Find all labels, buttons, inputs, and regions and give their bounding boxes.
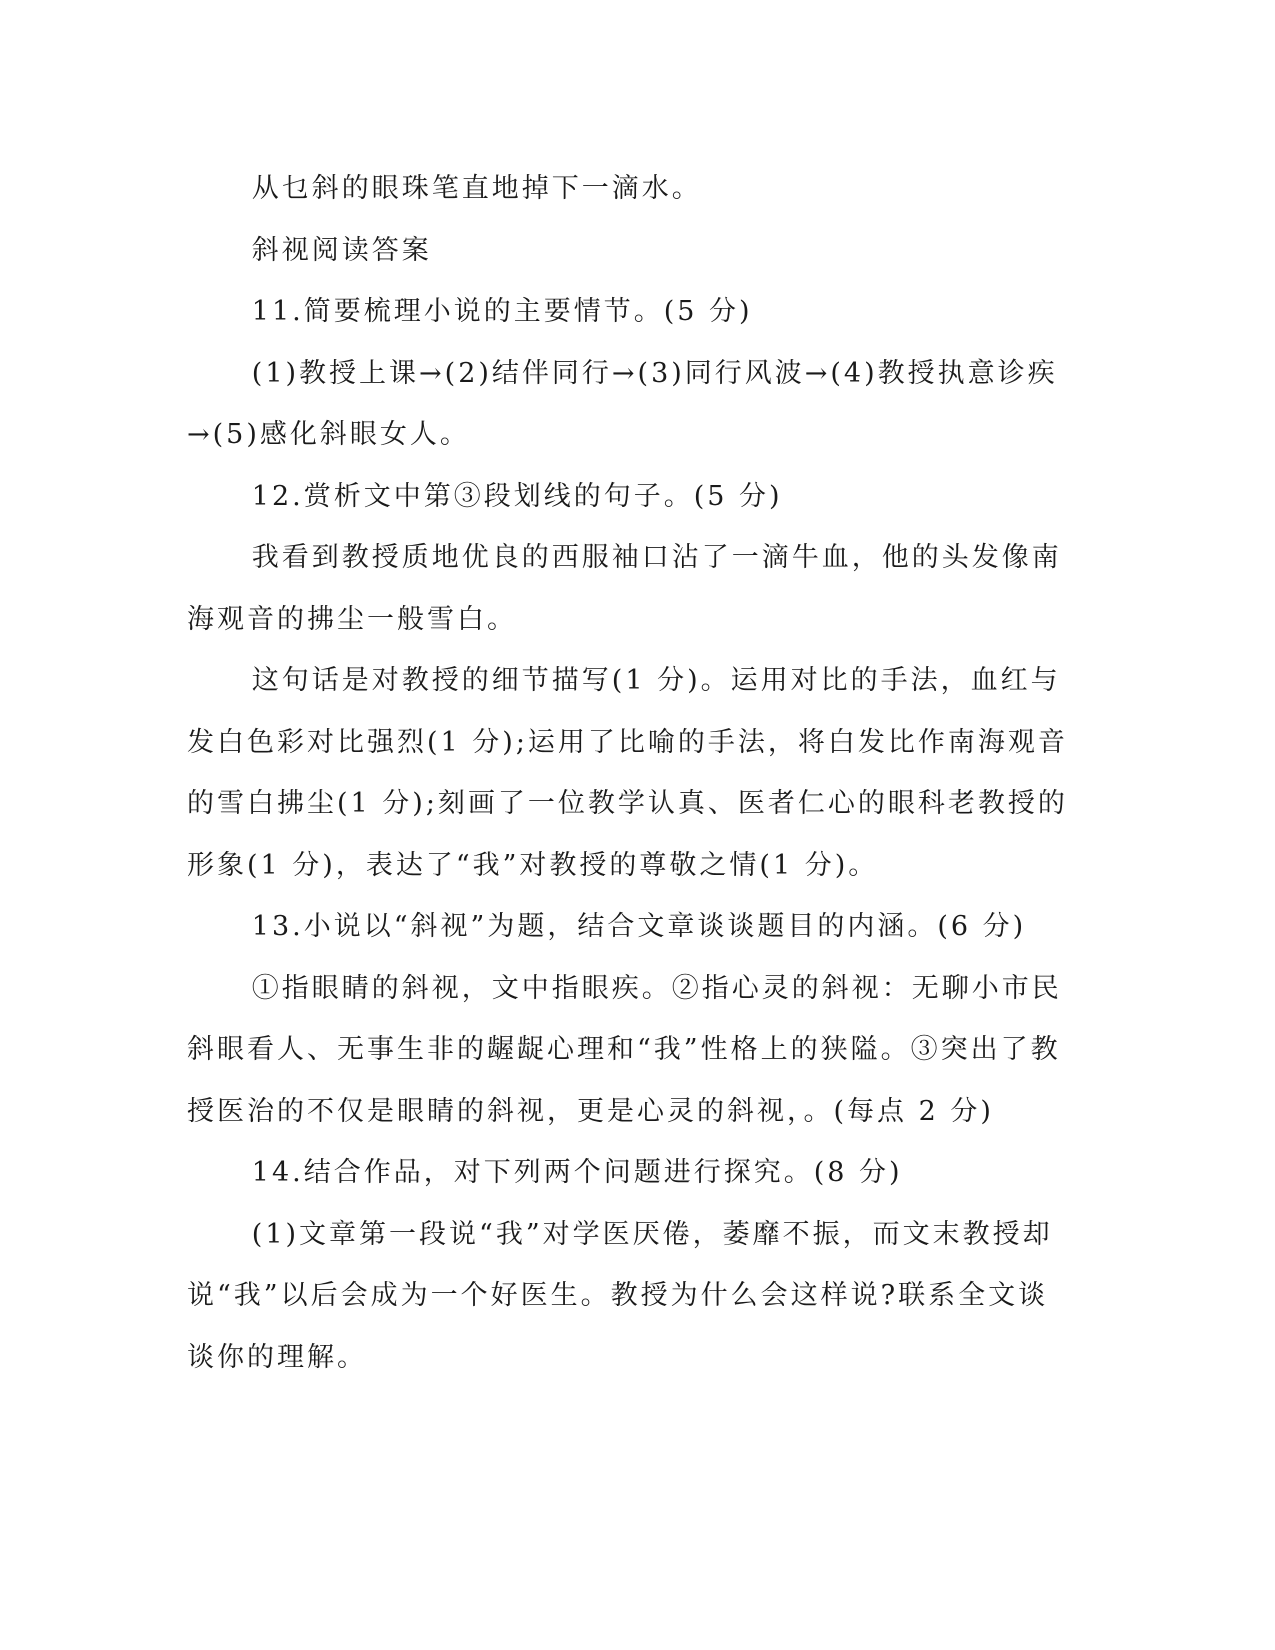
document-page xyxy=(187,158,1077,1388)
question-12: 12.赏析文中第③段划线的句子。(5 分) xyxy=(251,480,783,512)
answer-12: 这句话是对教授的细节描写(1 分)。运用对比的手法，血红与发白色彩对比强烈(1 分);运用了比喻的手法，将白发比作南海观音的雪白拂尘(1 分);刻画了一位教学认真、医者仁心的眼科老教授的形象(1 分)，表达了“我”对教授的尊敬之情(1 分)。 xyxy=(187,665,1068,881)
answers-heading: 斜视阅读答案 xyxy=(251,234,432,266)
question-11: 11.简要梳理小说的主要情节。(5 分) xyxy=(251,296,753,327)
question-13: 13.小说以“斜视”为题，结合文章谈谈题目的内涵。(6 分) xyxy=(251,911,1027,942)
question-14: 14.结合作品，对下列两个问题进行探究。(8 分) xyxy=(251,1157,903,1188)
question-14-part-1: (1)文章第一段说“我”对学医厌倦，萎靡不振，而文末教授却说“我”以后会成为一个好医生。教授为什么会这样说?联系全文谈谈你的理解。 xyxy=(187,1218,1053,1373)
story-closing-line: 从乜斜的眼珠笔直地掉下一滴水。 xyxy=(251,173,702,204)
answer-13: ①指眼睛的斜视，文中指眼疾。②指心灵的斜视：无聊小市民斜眼看人、无事生非的龌龊心理和“我”性格上的狭隘。③突出了教授医治的不仅是眼睛的斜视，更是心灵的斜视，。(每点 2 分) xyxy=(187,972,1062,1127)
quoted-sentence: 我看到教授质地优良的西服袖口沾了一滴牛血，他的头发像南海观音的拂尘一般雪白。 xyxy=(187,542,1062,635)
answer-11: (1)教授上课→(2)结伴同行→(3)同行风波→(4)教授执意诊疾→(5)感化斜眼女人。 xyxy=(187,357,1058,450)
